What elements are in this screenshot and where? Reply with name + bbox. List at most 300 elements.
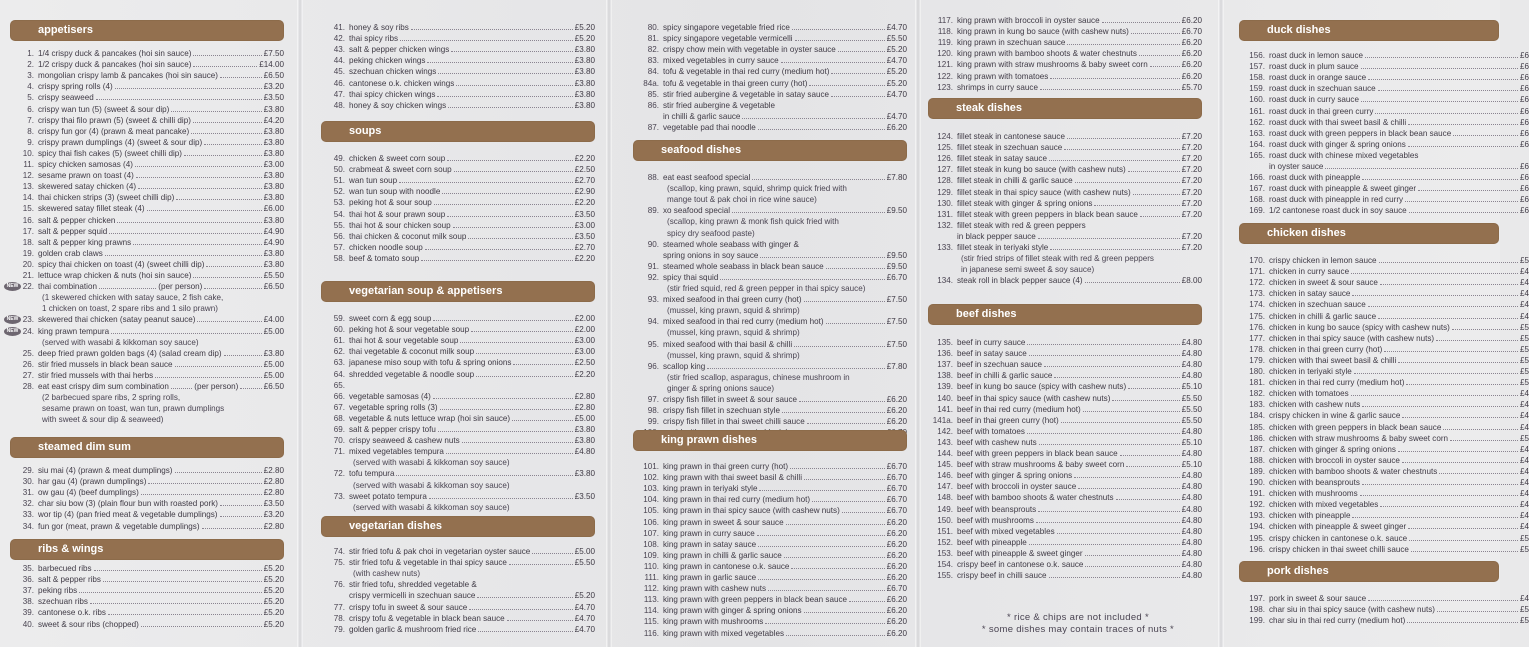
leader-dots bbox=[1361, 100, 1518, 102]
item-price: £5 bbox=[1519, 544, 1529, 554]
item-price: £4.70 bbox=[574, 602, 595, 612]
item-name: king prawn with mushrooms bbox=[663, 617, 764, 627]
menu-item bbox=[1239, 172, 1529, 183]
menu-item bbox=[928, 570, 1202, 581]
item-name: fillet steak in thai spicy sauce (with cashew nuts) bbox=[957, 187, 1131, 197]
leader-dots bbox=[447, 215, 572, 217]
item-price: £6.20 bbox=[886, 617, 907, 627]
item-price: £5 bbox=[1519, 605, 1529, 615]
menu-item bbox=[928, 448, 1202, 459]
item-name: lettuce wrap chicken & nuts (hoi sin sauce) bbox=[38, 271, 192, 280]
leader-dots bbox=[809, 84, 884, 86]
item-name: chicken in teriyaki style bbox=[1269, 367, 1352, 376]
item-name: steamed whole seabass in black bean sauce bbox=[663, 261, 824, 271]
item-number: 81. bbox=[647, 34, 659, 44]
item-number: 145. bbox=[937, 460, 953, 470]
item-name: steak roll in black pepper sauce (4) bbox=[957, 276, 1083, 286]
menu-item bbox=[321, 391, 595, 402]
leader-dots bbox=[1368, 78, 1518, 80]
leader-dots bbox=[1116, 498, 1180, 500]
item-number: 68. bbox=[333, 413, 345, 423]
leader-dots bbox=[1102, 21, 1180, 23]
item-number: 123. bbox=[937, 82, 953, 92]
item-description: (stir fried strips of fillet steak with red & green peppers bbox=[961, 254, 1154, 264]
leader-dots bbox=[204, 143, 262, 145]
leader-dots bbox=[1352, 294, 1518, 296]
item-number: 118. bbox=[937, 27, 953, 37]
menu-item bbox=[1239, 355, 1529, 366]
menu-item bbox=[1239, 288, 1529, 299]
item-number: 6. bbox=[27, 104, 34, 114]
note-rice-chips: * rice & chips are not included * bbox=[1007, 612, 1149, 623]
leader-dots bbox=[477, 596, 572, 598]
item-price: £4 bbox=[1519, 278, 1529, 288]
menu-item bbox=[321, 424, 595, 435]
menu-item bbox=[633, 550, 907, 561]
item-number: 85. bbox=[647, 89, 659, 99]
leader-dots bbox=[1061, 421, 1180, 423]
menu-item bbox=[1239, 533, 1529, 544]
leader-dots bbox=[434, 203, 573, 205]
item-number: 165. bbox=[1249, 150, 1265, 160]
item-number: 122. bbox=[937, 71, 953, 81]
leader-dots bbox=[425, 248, 573, 250]
item-name: fillet steak in teriyaki style bbox=[957, 243, 1049, 252]
menu-item bbox=[321, 197, 595, 208]
item-price: £4.90 bbox=[263, 226, 284, 236]
leader-dots bbox=[1398, 361, 1518, 363]
menu-item bbox=[10, 370, 284, 381]
item-name: skewered satay fillet steak (4) bbox=[38, 204, 145, 214]
leader-dots bbox=[758, 578, 885, 580]
item-price: £6.70 bbox=[1181, 27, 1202, 37]
item-price: £3.80 bbox=[574, 56, 595, 66]
item-number: 90. bbox=[647, 239, 659, 249]
menu-item bbox=[633, 528, 907, 539]
item-number: 22. bbox=[22, 282, 34, 292]
item-name: mixed vegetables in curry sauce bbox=[663, 56, 779, 66]
item-name: thai hot & sour chicken soup bbox=[349, 220, 451, 230]
leader-dots bbox=[446, 452, 573, 454]
menu-item bbox=[633, 605, 907, 616]
item-number: 146. bbox=[937, 471, 953, 481]
menu-item bbox=[1239, 488, 1529, 499]
section-header-duck-dishes: duck dishes bbox=[1239, 20, 1499, 41]
item-number: 69. bbox=[333, 425, 345, 434]
leader-dots bbox=[1418, 189, 1518, 191]
item-number: 59. bbox=[333, 314, 345, 323]
menu-item bbox=[1239, 333, 1529, 344]
item-price: £5.20 bbox=[574, 23, 595, 32]
menu-item bbox=[10, 359, 284, 370]
item-price: £6 bbox=[1519, 206, 1529, 216]
item-number: 179. bbox=[1249, 355, 1265, 365]
menu-item bbox=[928, 275, 1202, 286]
item-number: 164. bbox=[1249, 139, 1265, 149]
item-number: 17. bbox=[22, 226, 34, 236]
item-price: £4.80 bbox=[1181, 426, 1202, 436]
leader-dots bbox=[191, 132, 262, 134]
item-price: £6.70 bbox=[886, 462, 907, 471]
leader-dots bbox=[1027, 343, 1179, 345]
item-number: 16. bbox=[22, 215, 34, 225]
item-number: 140. bbox=[937, 393, 953, 403]
menu-item bbox=[321, 100, 595, 111]
item-number: 191. bbox=[1249, 489, 1265, 499]
item-name: sweet potato tempura bbox=[349, 491, 427, 501]
item-number: 41. bbox=[333, 23, 345, 32]
leader-dots bbox=[826, 322, 885, 324]
menu-item bbox=[633, 66, 907, 77]
item-price: £3.80 bbox=[574, 78, 595, 88]
item-name: chicken in sweet & sour sauce bbox=[1269, 278, 1378, 288]
leader-dots bbox=[433, 319, 572, 321]
item-number: 24. bbox=[22, 326, 34, 336]
leader-dots bbox=[1362, 178, 1518, 180]
menu-item bbox=[1239, 510, 1529, 521]
item-price: £2.20 bbox=[574, 154, 595, 163]
item-number: 187. bbox=[1249, 444, 1265, 454]
item-name: chicken with straw mushrooms & baby sweet corn bbox=[1269, 433, 1449, 443]
item-number: 74. bbox=[333, 547, 345, 556]
item-name: chicken with pineapple bbox=[1269, 511, 1351, 521]
item-name: honey & soy ribs bbox=[349, 23, 409, 32]
menu-item bbox=[928, 231, 1202, 242]
item-price: £2.80 bbox=[574, 391, 595, 401]
item-description: (served with wasabi & kikkoman soy sauce) bbox=[353, 480, 510, 490]
leader-dots bbox=[1128, 170, 1180, 172]
menu-item bbox=[633, 472, 907, 483]
leader-dots bbox=[1361, 67, 1518, 69]
leader-dots bbox=[117, 221, 261, 223]
item-price: £2.20 bbox=[574, 198, 595, 208]
item-number: 32. bbox=[22, 499, 34, 509]
leader-dots bbox=[448, 106, 573, 108]
leader-dots bbox=[171, 110, 261, 112]
item-price: £3.80 bbox=[263, 193, 284, 203]
leader-dots bbox=[440, 408, 573, 410]
menu-item bbox=[1239, 61, 1529, 72]
leader-dots bbox=[141, 625, 262, 627]
item-price: £3.80 bbox=[574, 469, 595, 479]
item-number: 167. bbox=[1249, 184, 1265, 194]
item-number: 77. bbox=[333, 602, 345, 612]
item-price: £5.20 bbox=[574, 34, 595, 44]
leader-dots bbox=[791, 567, 884, 569]
item-name: beef with cashew nuts bbox=[957, 437, 1037, 447]
item-number: 30. bbox=[22, 477, 34, 487]
menu-item bbox=[10, 70, 284, 81]
menu-item bbox=[321, 446, 595, 457]
leader-dots bbox=[1436, 339, 1518, 341]
menu-item bbox=[928, 548, 1202, 559]
item-name: crispy chicken in cantonese o.k. sauce bbox=[1269, 533, 1408, 543]
section-header-beef-dishes: beef dishes bbox=[928, 304, 1202, 325]
item-name: salt & pepper squid bbox=[38, 226, 108, 236]
item-price: £3.80 bbox=[263, 171, 284, 181]
item-price: £6 bbox=[1519, 117, 1529, 127]
item-price: £4.80 bbox=[1181, 371, 1202, 381]
item-price: £7.20 bbox=[1181, 209, 1202, 219]
item-price: £6.20 bbox=[1181, 60, 1202, 70]
leader-dots bbox=[831, 95, 885, 97]
menu-item bbox=[10, 521, 284, 532]
item-name: beef in curry sauce bbox=[957, 338, 1026, 347]
item-extra: (per person) bbox=[158, 282, 203, 292]
item-price: £7.20 bbox=[1181, 132, 1202, 141]
menu-item bbox=[321, 590, 595, 601]
leader-dots bbox=[1029, 543, 1180, 545]
item-name: spicy chicken samosas (4) bbox=[38, 160, 133, 169]
item-name: chicken with mushrooms bbox=[1269, 489, 1358, 499]
item-number: 28. bbox=[22, 382, 34, 391]
menu-item bbox=[1239, 117, 1529, 128]
item-name: roast duck in thai green curry bbox=[1269, 106, 1374, 116]
menu-item bbox=[10, 259, 284, 270]
item-price: £4 bbox=[1519, 300, 1529, 310]
leader-dots bbox=[155, 376, 262, 378]
item-price: £4.80 bbox=[1181, 471, 1202, 481]
item-price: £6 bbox=[1519, 106, 1529, 116]
leader-dots bbox=[1398, 450, 1518, 452]
leader-dots bbox=[133, 243, 262, 245]
item-name: scallop king bbox=[663, 361, 706, 371]
menu-item bbox=[1239, 388, 1529, 399]
item-price: £6 bbox=[1519, 95, 1529, 105]
item-number: 82. bbox=[647, 45, 659, 55]
item-number: 180. bbox=[1249, 367, 1265, 376]
menu-item bbox=[928, 175, 1202, 186]
menu-item bbox=[633, 461, 907, 472]
item-name: beef & tomato soup bbox=[349, 253, 420, 263]
menu-column-2 bbox=[321, 0, 595, 647]
menu-item bbox=[1239, 72, 1529, 83]
leader-dots bbox=[1380, 505, 1518, 507]
item-price: £5 bbox=[1519, 322, 1529, 332]
menu-item bbox=[633, 111, 907, 122]
item-name: fillet steak with red & green peppers bbox=[957, 220, 1086, 230]
item-price: £5.70 bbox=[1181, 82, 1202, 92]
menu-item bbox=[321, 153, 595, 164]
item-price: £4 bbox=[1519, 489, 1529, 499]
item-name: king prawn in teriyaki style bbox=[663, 484, 758, 494]
item-name: stir fried aubergine & vegetable bbox=[663, 100, 776, 110]
item-price: £2.80 bbox=[263, 488, 284, 498]
item-number: 137. bbox=[937, 360, 953, 370]
item-name: crispy tofu & vegetable in black bean sauce bbox=[349, 613, 505, 623]
leader-dots bbox=[786, 523, 885, 525]
item-name: tofu tempura bbox=[349, 469, 395, 479]
fold-line bbox=[1218, 0, 1224, 647]
new-badge-icon: NEW bbox=[4, 315, 21, 324]
menu-item bbox=[10, 203, 284, 214]
menu-item bbox=[1239, 444, 1529, 455]
item-name: spicy thai squid bbox=[663, 272, 719, 282]
new-badge-icon: NEW bbox=[4, 282, 21, 291]
menu-column-5 bbox=[1239, 0, 1529, 647]
item-number: 61. bbox=[333, 336, 345, 346]
leader-dots bbox=[103, 580, 262, 582]
item-name: king prawn in thai red curry (medium hot) bbox=[663, 495, 811, 505]
menu-item bbox=[633, 172, 907, 183]
item-price: £7.80 bbox=[886, 173, 907, 182]
section-header-steak-dishes: steak dishes bbox=[928, 98, 1202, 119]
menu-item bbox=[928, 337, 1202, 348]
item-price: £6.20 bbox=[1181, 49, 1202, 59]
item-name: vegetable pad thai noodle bbox=[663, 122, 756, 132]
item-number: 178. bbox=[1249, 344, 1265, 354]
leader-dots bbox=[831, 72, 884, 74]
item-description: (mussel, king prawn, squid & shrimp) bbox=[667, 306, 800, 316]
item-price: £7.20 bbox=[1181, 187, 1202, 197]
item-name: beef in thai red curry (medium hot) bbox=[957, 404, 1081, 414]
menu-item bbox=[928, 459, 1202, 470]
item-number: 172. bbox=[1249, 278, 1265, 288]
leader-dots bbox=[757, 534, 885, 536]
menu-item bbox=[633, 22, 907, 33]
item-name: thai hot & sour prawn soup bbox=[349, 209, 446, 219]
item-number: 39. bbox=[22, 608, 34, 618]
leader-dots bbox=[111, 332, 262, 334]
item-name: szechuan ribs bbox=[38, 597, 88, 607]
leader-dots bbox=[476, 352, 573, 354]
leader-dots bbox=[509, 563, 573, 565]
menu-item bbox=[10, 607, 284, 618]
item-number: 48. bbox=[333, 100, 345, 110]
leader-dots bbox=[532, 552, 572, 554]
item-name: beef with bamboo shoots & water chestnuts bbox=[957, 493, 1114, 503]
menu-item bbox=[928, 220, 1202, 231]
leader-dots bbox=[1039, 443, 1180, 445]
item-name: spicy thai chicken on toast (4) (sweet chilli dip) bbox=[38, 259, 205, 269]
leader-dots bbox=[411, 28, 573, 30]
menu-item bbox=[1239, 128, 1529, 139]
menu-item bbox=[321, 557, 595, 568]
leader-dots bbox=[1360, 494, 1518, 496]
item-price: £4.80 bbox=[1181, 349, 1202, 359]
menu-item bbox=[10, 563, 284, 574]
item-number: 188. bbox=[1249, 455, 1265, 465]
item-name: mixed seafood in thai green curry (hot) bbox=[663, 295, 802, 305]
item-price: £3.00 bbox=[263, 160, 284, 169]
item-number: 106. bbox=[643, 517, 659, 527]
item-number: 87. bbox=[647, 122, 659, 132]
item-price: £4.80 bbox=[1181, 571, 1202, 581]
menu-item bbox=[1239, 593, 1529, 604]
item-number: 149. bbox=[937, 504, 953, 514]
item-name: sesame prawn on toast (4) bbox=[38, 171, 134, 181]
item-name: crispy fish fillet in thai sweet chilli sauce bbox=[663, 417, 805, 427]
leader-dots bbox=[1085, 565, 1179, 567]
leader-dots bbox=[1409, 211, 1518, 213]
item-price: £4.80 bbox=[1181, 360, 1202, 370]
menu-item bbox=[321, 220, 595, 231]
leader-dots bbox=[438, 72, 572, 74]
leader-dots bbox=[135, 165, 262, 167]
leader-dots bbox=[1036, 521, 1180, 523]
item-name: beef with beansprouts bbox=[957, 504, 1037, 514]
leader-dots bbox=[842, 511, 885, 513]
item-price: £4.80 bbox=[1181, 537, 1202, 547]
item-price: £4.80 bbox=[1181, 548, 1202, 558]
item-name: thai spicy chicken wings bbox=[349, 89, 436, 99]
item-name: vegetable spring rolls (3) bbox=[349, 402, 438, 412]
menu-item bbox=[10, 596, 284, 607]
leader-dots bbox=[1362, 483, 1518, 485]
item-name: wor tip (4) (pan fried meat & vegetable dumplings) bbox=[38, 510, 218, 520]
item-price: £9.50 bbox=[886, 206, 907, 216]
item-price: £5 bbox=[1519, 616, 1529, 626]
leader-dots bbox=[1133, 193, 1180, 195]
leader-dots bbox=[220, 515, 262, 517]
item-number: 4. bbox=[27, 82, 34, 92]
menu-column-1 bbox=[6, 0, 285, 647]
leader-dots bbox=[1139, 54, 1180, 56]
item-name: char siu in thai spicy sauce (with cashew nuts) bbox=[1269, 605, 1435, 615]
menu-item bbox=[321, 491, 595, 502]
item-name: chicken with cashew nuts bbox=[1269, 400, 1361, 410]
item-number: 84. bbox=[647, 67, 659, 77]
menu-item bbox=[633, 239, 907, 250]
menu-item bbox=[928, 504, 1202, 515]
menu-item bbox=[10, 248, 284, 259]
fold-line bbox=[297, 0, 303, 647]
item-price: £4 bbox=[1519, 389, 1529, 399]
item-number: 20. bbox=[22, 259, 34, 269]
item-price: £3.80 bbox=[263, 348, 284, 358]
item-price: £3.80 bbox=[263, 137, 284, 147]
menu-item bbox=[10, 181, 284, 192]
item-number: 43. bbox=[333, 45, 345, 55]
item-price: £6.70 bbox=[886, 272, 907, 282]
item-number: 98. bbox=[647, 406, 659, 416]
item-number: 54. bbox=[333, 209, 345, 219]
item-price: £4.70 bbox=[574, 624, 595, 634]
item-price: £2.00 bbox=[574, 314, 595, 323]
item-number: 9. bbox=[27, 137, 34, 147]
leader-dots bbox=[456, 84, 572, 86]
menu-item bbox=[321, 186, 595, 197]
item-price: £5.50 bbox=[886, 34, 907, 44]
leader-dots bbox=[1378, 317, 1518, 319]
menu-item bbox=[321, 335, 595, 346]
item-number: 56. bbox=[333, 231, 345, 241]
menu-item bbox=[10, 487, 284, 498]
item-name: roast duck in plum sauce bbox=[1269, 62, 1359, 72]
item-price: £6.20 bbox=[886, 595, 907, 605]
item-name: beef with ginger & spring onions bbox=[957, 471, 1073, 481]
item-price: £7.20 bbox=[1181, 243, 1202, 252]
leader-dots bbox=[812, 500, 885, 502]
item-price: £4 bbox=[1519, 267, 1529, 277]
item-price: £4 bbox=[1519, 455, 1529, 465]
item-price: £5.20 bbox=[886, 45, 907, 55]
item-name: crispy spring rolls (4) bbox=[38, 82, 113, 92]
item-name: chicken with mixed vegetables bbox=[1269, 500, 1379, 510]
menu-item bbox=[321, 231, 595, 242]
item-description: (served with wasabi & kikkoman soy sauce) bbox=[42, 337, 199, 347]
item-number: 111. bbox=[644, 573, 659, 582]
item-name: fillet steak in satay sauce bbox=[957, 154, 1047, 164]
item-price: £5 bbox=[1519, 344, 1529, 354]
item-number: 2. bbox=[27, 60, 34, 70]
item-price: £4.70 bbox=[886, 111, 907, 121]
menu-item bbox=[633, 517, 907, 528]
menu-item bbox=[928, 537, 1202, 548]
leader-dots bbox=[732, 211, 885, 213]
item-description: 1 chicken on toast, 2 spare ribs and 1 silo prawn) bbox=[42, 304, 218, 314]
leader-dots bbox=[202, 527, 262, 529]
